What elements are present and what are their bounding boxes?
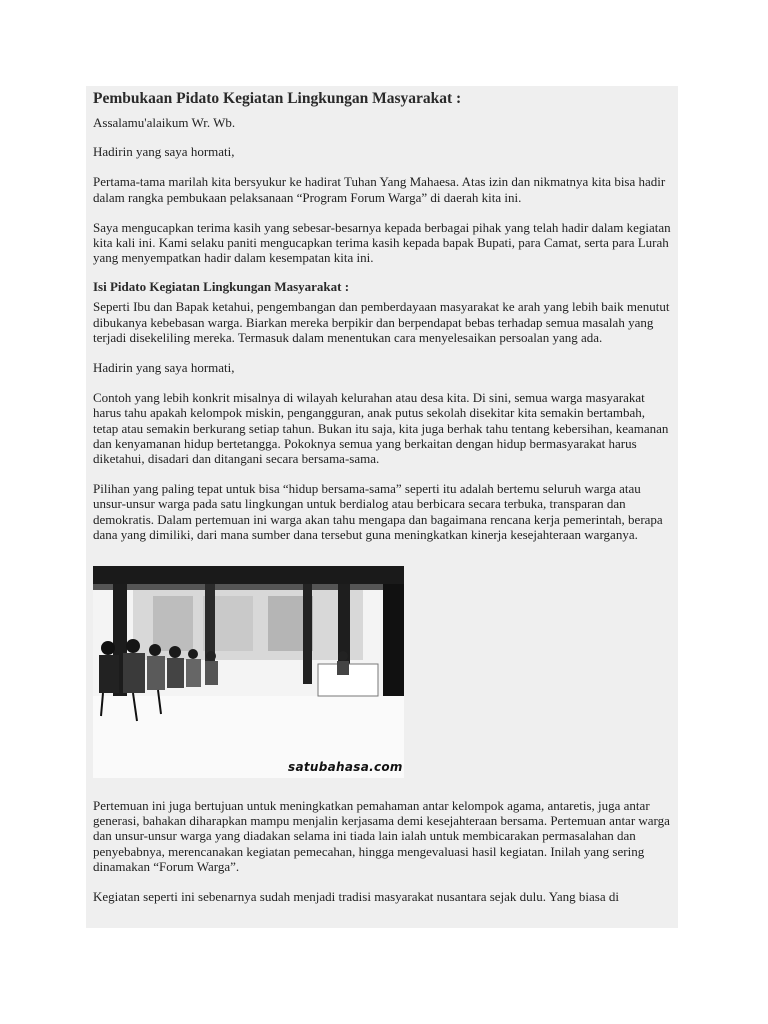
document-title: Pembukaan Pidato Kegiatan Lingkungan Masyarakat :	[93, 90, 462, 107]
thanks-paragraph: Saya mengucapkan terima kasih yang sebesar-besarnya kepada berbagai pihak yang telah hadir dalam kegiatan kita kali ini. Kami selaku paniti mengucapkan terima kasih kepada bapak Bupati, para Camat, serta para Lurah yang menyempatkan hadir dalam kesempatan kita ini.	[93, 219, 671, 266]
meeting-photo-image	[93, 566, 404, 778]
address-line: Hadirin yang saya hormati,	[93, 360, 235, 376]
address-line: Hadirin yang saya hormati,	[93, 144, 235, 160]
document-page	[86, 86, 678, 928]
body-paragraph: Kegiatan seperti ini sebenarnya sudah menjadi tradisi masyarakat nusantara sejak dulu. Yang biasa di	[93, 889, 619, 905]
body-paragraph: Pertemuan ini juga bertujuan untuk meningkatkan pemahaman antar kelompok agama, antaretis, juga antar generasi, bahakan diharapkan mampu menjalin kerjasama demi kesejahteraan bersama. Pertemuan antar warga dan unsur-unsur warga yang diadakan selama ini tiada lain ialah untuk membicarakan permasalahan dan penyebabnya, merencanakan kegiatan pemecahan, hingga mengevaluasi hasil kegiatan. Inilah yang sering dinamakan “Forum Warga”.	[93, 798, 670, 874]
photo-watermark: satubahasa.com	[288, 760, 403, 775]
body-paragraph: Pilihan yang paling tepat untuk bisa “hidup bersama-sama” seperti itu adalah bertemu seluruh warga atau unsur-unsur warga pada satu lingkungan untuk berdialog atau berbicara secara terbuka, transparan dan demokratis. Dalam pertemuan ini warga akan tahu mengapa dan bagaimana rencana kerja pemerintah, berapa dana yang dimiliki, dari mana sumber dana tersebut guna meningkatkan kinerja kesejahteraan warganya.	[93, 481, 663, 542]
body-paragraph: Seperti Ibu dan Bapak ketahui, pengembangan dan pemberdayaan masyarakat ke arah yang lebih baik menutut dibukanya kebebasan warga. Biarkan mereka berpikir dan berpendapat bebas terhadap semua masalah yang terjadi disekeliling mereka. Termasuk dalam menentukan cara menyelesaikan persoalan yang ada.	[93, 299, 670, 345]
section-subtitle: Isi Pidato Kegiatan Lingkungan Masyarakat :	[93, 279, 350, 295]
greeting: Assalamu'alaikum Wr. Wb.	[93, 115, 236, 130]
body-paragraph: Contoh yang lebih konkrit misalnya di wilayah kelurahan atau desa kita. Di sini, semua warga masyarakat harus tahu apakah kelompok miskin, pengangguran, anak putus sekolah disekitar kita semakin bertambah, tetap atau semakin berkurang setiap tahun. Bukan itu saja, kita juga berhak tahu tentang kebersihan, keamanan dan kenyamanan hidup bertetangga. Pokoknya semua yang berkaitan dengan hidup bermasyarakat harus diketahui, disadari dan ditangani secara bersama-sama.	[93, 390, 669, 467]
document-content	[86, 90, 678, 904]
meeting-photo	[93, 566, 404, 778]
opening-paragraph: Pertama-tama marilah kita bersyukur ke hadirat Tuhan Yang Mahaesa. Atas izin dan nikmatnya kita bisa hadir dalam rangka pembukaan pelaksanaan “Program Forum Warga” di daerah kita ini.	[93, 174, 666, 205]
